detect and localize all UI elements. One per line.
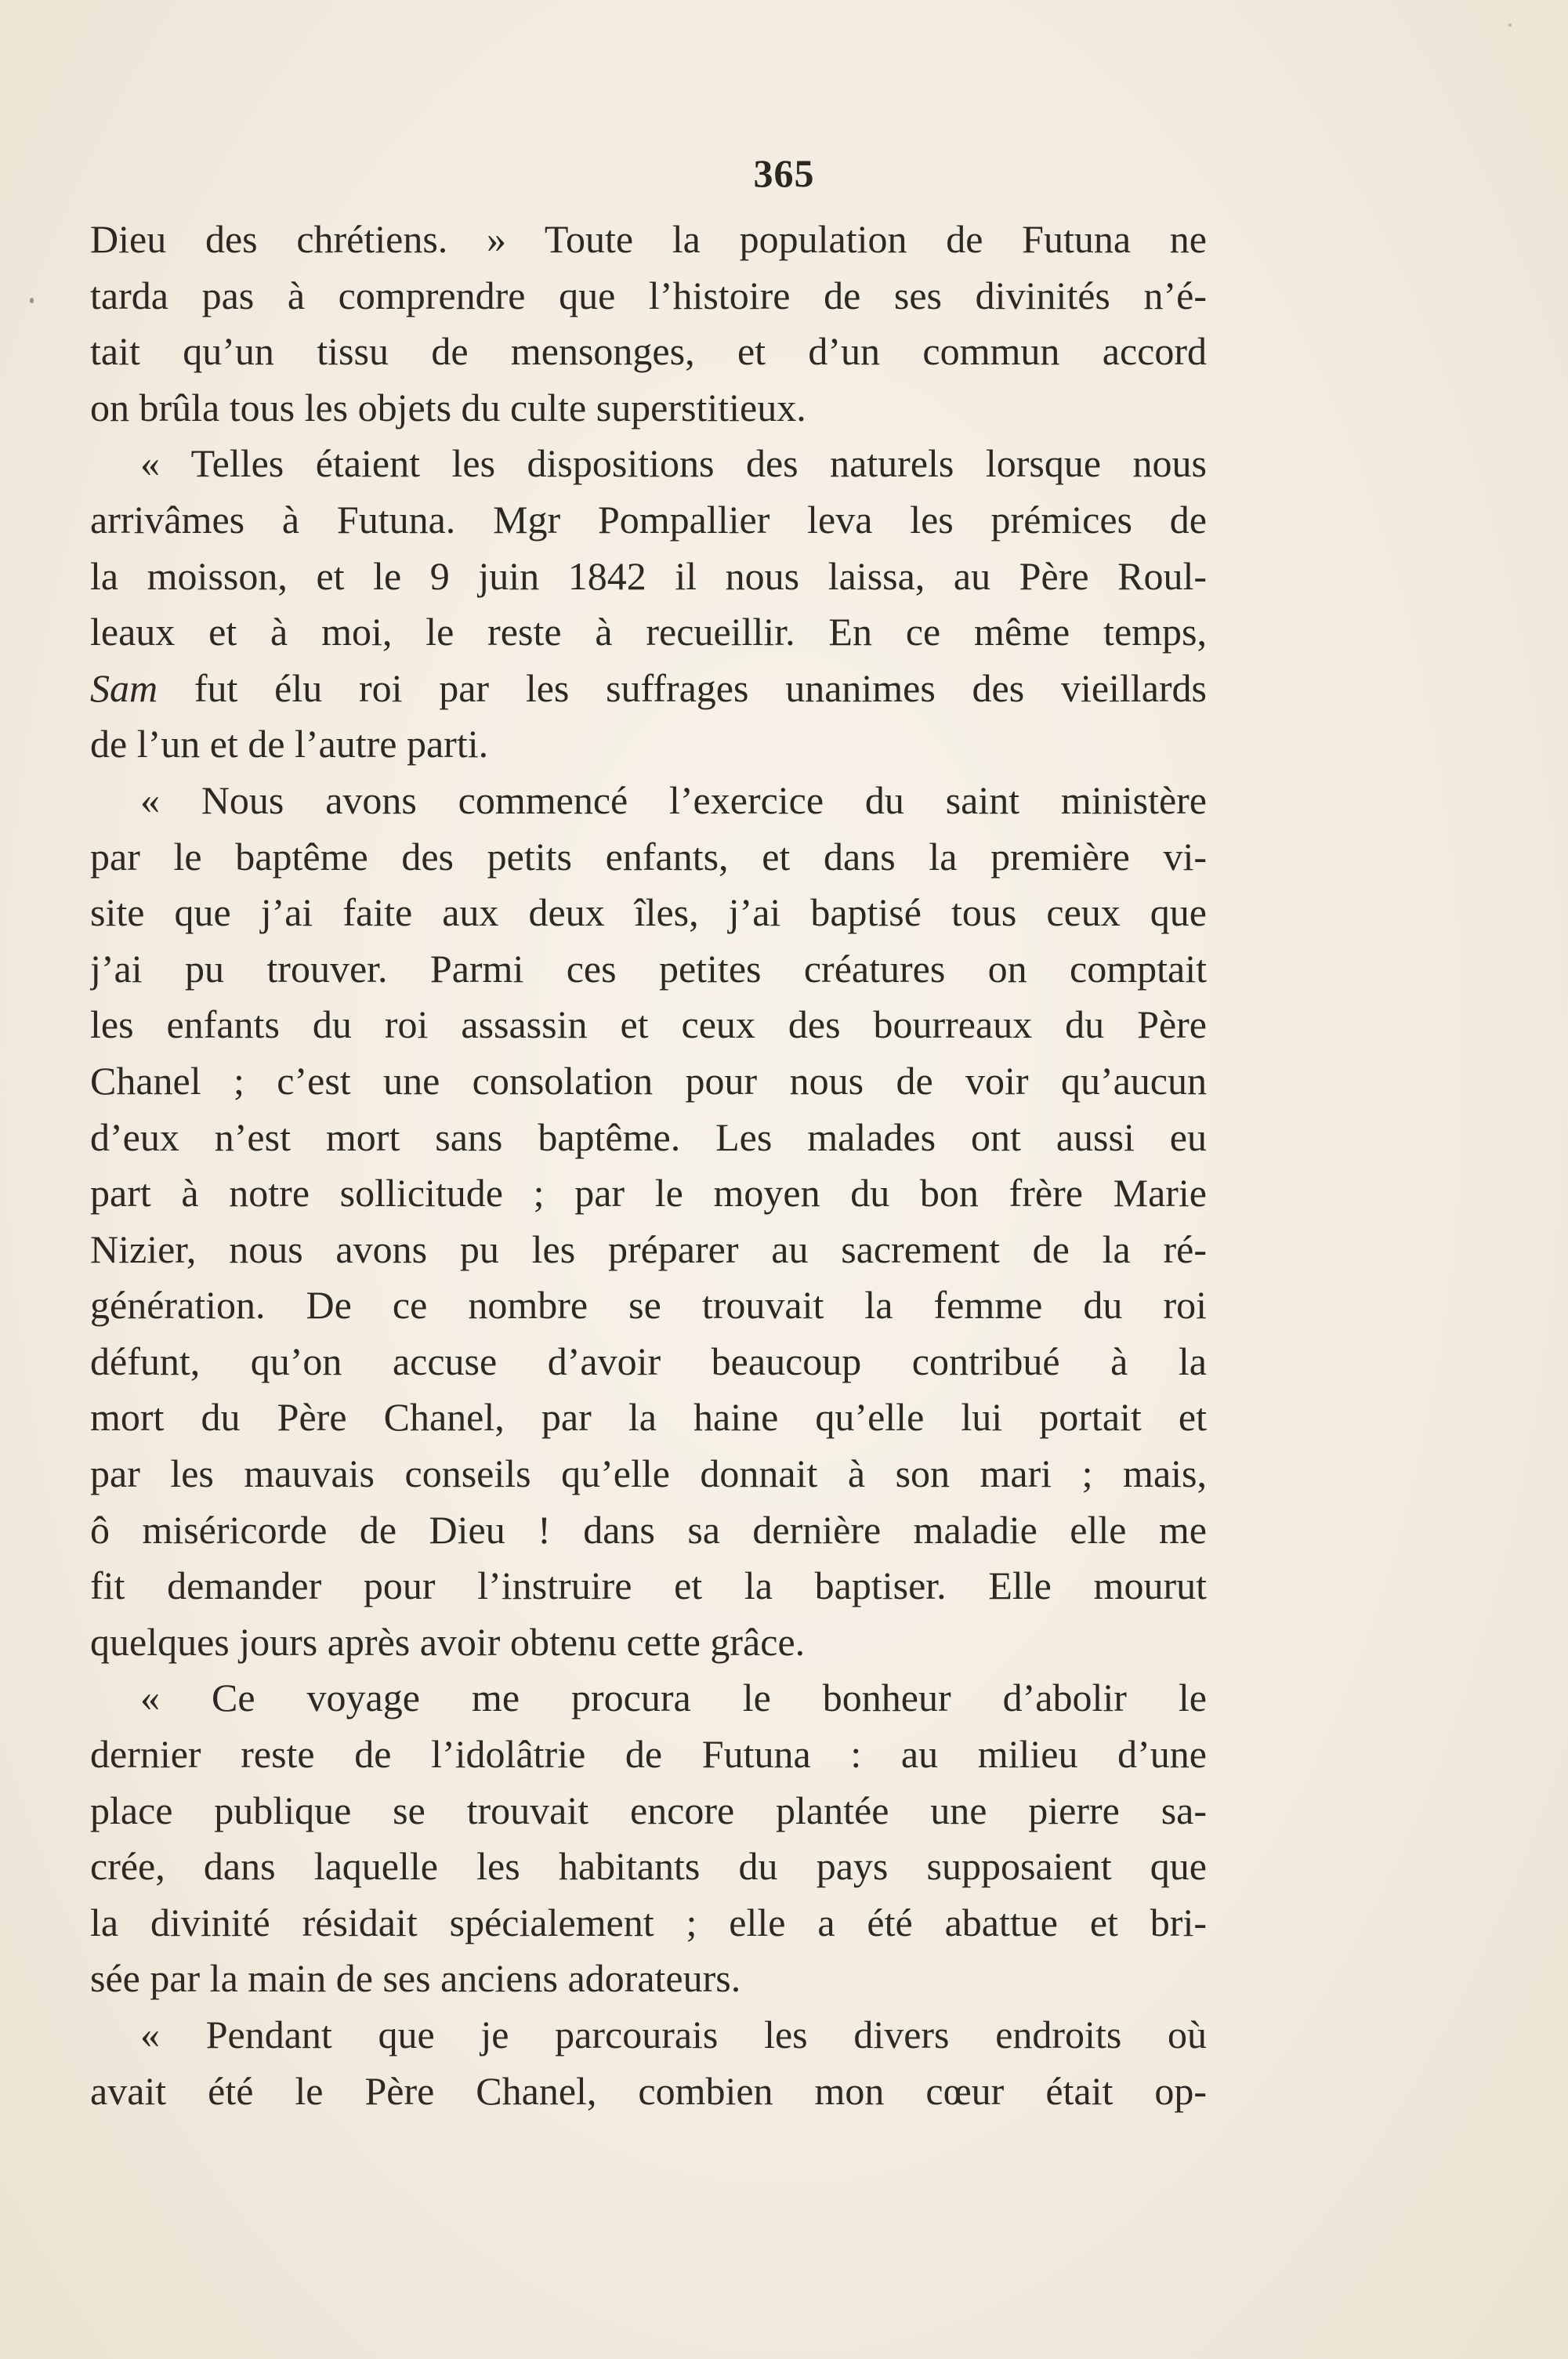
text-line: « Telles étaient les dispositions des naturels lorsque nous [140, 441, 1207, 486]
text-line: de l’un et de l’autre parti. [90, 722, 489, 766]
body-text [90, 212, 1207, 2119]
text-line: par le baptême des petits enfants, et dans la première vi- [90, 834, 1207, 879]
text-line: arrivâmes à Futuna. Mgr Pompallier leva les prémices de [90, 497, 1207, 542]
paper-speck [30, 298, 34, 303]
text-line: Nizier, nous avons pu les préparer au sacrement de la ré- [90, 1227, 1207, 1271]
text-line: leaux et à moi, le reste à recueillir. En ce même temps, [90, 610, 1207, 654]
italic-name: Sam [90, 665, 158, 710]
text-line: Dieu des chrétiens. » Toute la population de Futuna ne [90, 217, 1207, 261]
text-line-rest: fut élu roi par les suffrages unanimes des vieillards [194, 665, 1207, 710]
paper-speck [1508, 24, 1512, 27]
text-line: tarda pas à comprendre que l’histoire de ses divinités n’é- [90, 273, 1207, 317]
text-line: on brûla tous les objets du culte superstitieux. [90, 385, 806, 429]
text-line: fit demander pour l’instruire et la baptiser. Elle mourut [90, 1564, 1207, 1608]
text-line: génération. De ce nombre se trouvait la femme du roi [90, 1283, 1207, 1328]
text-line: quelques jours après avoir obtenu cette grâce. [90, 1619, 806, 1664]
text-line: site que j’ai faite aux deux îles, j’ai baptisé tous ceux que [90, 890, 1207, 935]
text-line: par les mauvais conseils qu’elle donnait à son mari ; mais, [90, 1451, 1207, 1496]
page-number: 365 [753, 151, 815, 195]
text-line: sée par la main de ses anciens adorateurs. [90, 1956, 741, 2001]
text-line: crée, dans laquelle les habitants du pays supposaient que [90, 1844, 1207, 1889]
text-line: part à notre sollicitude ; par le moyen du bon frère Marie [90, 1171, 1207, 1216]
text-line: place publique se trouvait encore plantée une pierre sa- [90, 1788, 1207, 1832]
text-line: la divinité résidait spécialement ; elle a été abattue et bri- [90, 1900, 1207, 1944]
text-line: avait été le Père Chanel, combien mon cœur était op- [90, 2068, 1207, 2113]
text-line: tait qu’un tissu de mensonges, et d’un commun accord [90, 329, 1207, 374]
text-line: défunt, qu’on accuse d’avoir beaucoup contribué à la [90, 1339, 1207, 1383]
text-line: ô miséricorde de Dieu ! dans sa dernière maladie elle me [90, 1507, 1207, 1552]
text-line: mort du Père Chanel, par la haine qu’elle lui portait et [90, 1395, 1207, 1440]
text-line: dernier reste de l’idolâtrie de Futuna : au milieu d’une [90, 1732, 1207, 1777]
text-line: d’eux n’est mort sans baptême. Les malades ont aussi eu [90, 1114, 1207, 1159]
text-line: Chanel ; c’est une consolation pour nous de voir qu’aucun [90, 1058, 1207, 1103]
text-line: « Nous avons commencé l’exercice du saint ministère [140, 777, 1207, 822]
text-line: « Ce voyage me procura le bonheur d’abolir le [140, 1676, 1207, 1720]
text-line: la moisson, et le 9 juin 1842 il nous laissa, au Père Roul- [90, 553, 1207, 598]
text-line: « Pendant que je parcourais les divers endroits où [140, 2013, 1207, 2056]
text-line: les enfants du roi assassin et ceux des bourreaux du Père [90, 1002, 1207, 1047]
text-line-with-italic [90, 661, 1207, 717]
text-line: j’ai pu trouver. Parmi ces petites créatures on comptait [90, 946, 1207, 991]
